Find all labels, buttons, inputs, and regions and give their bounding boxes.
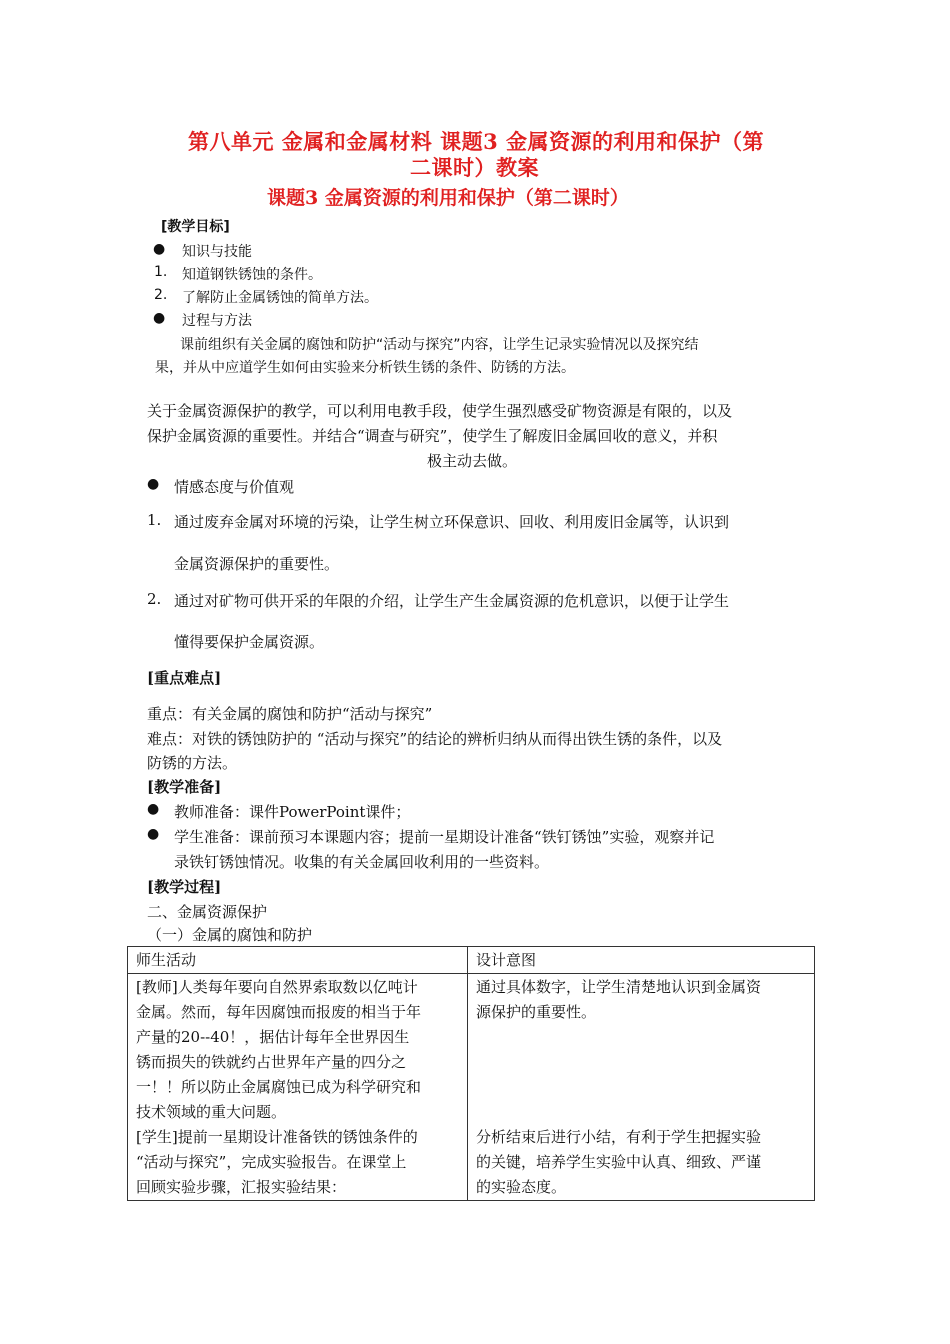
- cell-line: 分析结束后进行小结，有利于学生把握实验: [476, 1128, 762, 1146]
- cell-line: 锈而损失的铁就约占世界年产量的四分之: [136, 1053, 407, 1071]
- document-title-line-1: 第八单元 金属和金属材料 课题3 金属资源的利用和保护（第: [188, 129, 765, 154]
- table-header-cell: 师生活动: [128, 947, 468, 974]
- document-title-line-2: 二课时）教案: [410, 155, 539, 180]
- attitude-item-line-2: 金属资源保护的重要性。: [174, 555, 340, 573]
- teaching-process-heading: [教学过程]: [147, 878, 222, 896]
- section-heading: 二、金属资源保护: [147, 903, 268, 921]
- difficult-point-line-1: 难点：对铁的锈蚀防护的 “活动与探究”的结论的辨析归纳从而得出铁生锈的条件，以及: [147, 730, 723, 748]
- key-points-heading: [重点难点]: [147, 669, 222, 687]
- objectives-heading: [教学目标]: [161, 219, 230, 235]
- table-row: [128, 974, 815, 1201]
- cell-line: 通过具体数字，让学生清楚地认识到金属资: [476, 978, 762, 996]
- cell-line: 产量的20--40！，据估计每年全世界因生: [136, 1028, 410, 1046]
- cell-line: “活动与探究”，完成实验报告。在课堂上: [136, 1153, 407, 1171]
- subsection-heading: （一）金属的腐蚀和防护: [147, 926, 313, 944]
- bullet-icon: ●: [147, 476, 160, 492]
- attitude-item-line-1: 通过废弃金属对环境的污染，让学生树立环保意识、回收、利用废旧金属等，认识到: [174, 513, 730, 531]
- cell-line: 的关键，培养学生实验中认真、细致、严谨: [476, 1153, 762, 1171]
- attitude-item-line-2: 懂得要保护金属资源。: [174, 633, 325, 651]
- paragraph-line-1: 关于金属资源保护的教学，可以利用电教手段，使学生强烈感受矿物资源是有限的，以及: [147, 402, 733, 420]
- bullet-icon: ●: [153, 241, 166, 257]
- cell-line: 源保护的重要性。: [476, 1003, 597, 1021]
- bullet-icon: ●: [153, 310, 166, 326]
- knowledge-item-text: 了解防止金属锈蚀的简单方法。: [182, 290, 378, 306]
- process-text-line-1: 课前组织有关金属的腐蚀和防护“活动与探究”内容，让学生记录实验情况以及探究结: [180, 337, 699, 353]
- attitude-heading: 情感态度与价值观: [174, 478, 295, 496]
- prep-heading: [教学准备]: [147, 778, 222, 796]
- knowledge-heading: 知识与技能: [182, 244, 252, 260]
- intent-cell: [468, 974, 815, 1201]
- knowledge-item-text: 知道钢铁锈蚀的条件。: [182, 267, 322, 283]
- knowledge-item-number: 1.: [154, 264, 168, 280]
- student-prep-line-1: 学生准备：课前预习本课题内容；提前一星期设计准备“铁钉锈蚀”实验，观察并记: [174, 828, 715, 846]
- cell-line: [学生]提前一星期设计准备铁的锈蚀条件的: [136, 1128, 418, 1146]
- paragraph-line-2: 保护金属资源的重要性。并结合“调查与研究”，使学生了解废旧金属回收的意义，并积: [147, 427, 718, 445]
- key-point: 重点：有关金属的腐蚀和防护“活动与探究”: [147, 705, 433, 723]
- teacher-prep: 教师准备：课件PowerPoint课件；: [174, 803, 411, 821]
- cell-line: 金属。然而，每年因腐蚀而报废的相当于年: [136, 1003, 422, 1021]
- table-header-cell: 设计意图: [468, 947, 815, 974]
- cell-line: [教师]人类每年要向自然界索取数以亿吨计: [136, 978, 418, 996]
- table-header-row: [128, 947, 815, 974]
- paragraph-line-3: 极主动去做。: [427, 452, 518, 470]
- process-text-line-2: 果，并从中应道学生如何由实验来分析铁生锈的条件、防锈的方法。: [155, 360, 575, 376]
- process-heading: 过程与方法: [182, 313, 252, 329]
- attitude-item-number: 1.: [147, 511, 162, 529]
- attitude-item-line-1: 通过对矿物可供开采的年限的介绍，让学生产生金属资源的危机意识，以便于让学生: [174, 592, 730, 610]
- knowledge-item-number: 2.: [154, 287, 168, 303]
- document-subtitle: 课题3 金属资源的利用和保护（第二课时）: [267, 187, 629, 209]
- lesson-table: [127, 946, 815, 1201]
- activity-cell: [128, 974, 468, 1201]
- student-prep-line-2: 录铁钉锈蚀情况。收集的有关金属回收利用的一些资料。: [174, 853, 550, 871]
- cell-line: 技术领域的重大问题。: [136, 1103, 287, 1121]
- difficult-point-line-2: 防锈的方法。: [147, 754, 238, 772]
- cell-line: 回顾实验步骤，汇报实验结果：: [136, 1178, 347, 1196]
- bullet-icon: ●: [147, 826, 160, 842]
- cell-line: 的实验态度。: [476, 1178, 567, 1196]
- cell-line: 一！！所以防止金属腐蚀已成为科学研究和: [136, 1078, 422, 1096]
- bullet-icon: ●: [147, 801, 160, 817]
- attitude-item-number: 2.: [147, 590, 162, 608]
